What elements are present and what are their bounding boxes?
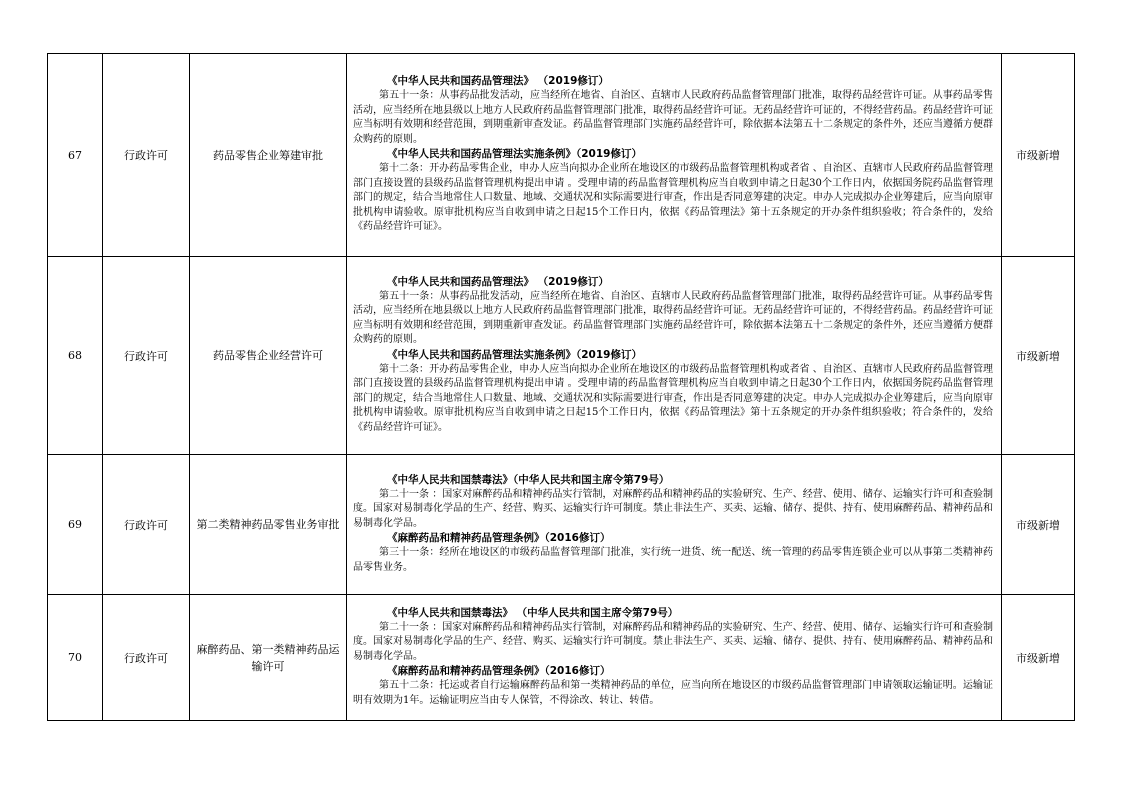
permit-item: 药品零售企业经营许可 [190, 257, 347, 455]
law-title: 《中华人民共和国药品管理法》 （2019修订） [387, 75, 609, 88]
permit-item: 药品零售企业筹建审批 [190, 54, 347, 257]
article-text: 第二十一条 ：国家对麻醉药品和精神药品实行管制，对麻醉药品和精神药品的实验研究、生产、经营、使用、储存、运输实行许可和查验制度。国家对易制毒化学品的生产、经营、购买、运输实行许可制度。禁止非法生产、买卖、运输、储存、提供、持有、使用麻醉药品、精神药品和易制毒化学品。 [353, 488, 993, 529]
law-title: 《中华人民共和国药品管理法实施条例》（2019修订） [387, 348, 642, 361]
remark: 市级新增 [1002, 257, 1075, 455]
row-number: 67 [48, 54, 103, 257]
legal-basis [347, 257, 1002, 455]
row-number: 69 [48, 455, 103, 595]
legal-basis [347, 595, 1002, 721]
table-row [48, 595, 1075, 721]
permit-category: 行政许可 [103, 455, 190, 595]
permit-category: 行政许可 [103, 595, 190, 721]
row-number: 70 [48, 595, 103, 721]
permit-category: 行政许可 [103, 54, 190, 257]
remark: 市级新增 [1002, 595, 1075, 721]
law-title: 《中华人民共和国药品管理法》 （2019修订） [387, 275, 609, 288]
law-title: 《中华人民共和国禁毒法》 （中华人民共和国主席令第79号） [387, 606, 679, 619]
article-text: 第十二条：开办药品零售企业，申办人应当向拟办企业所在地设区的市级药品监督管理机构或者省 、自治区、直辖市人民政府药品监督管理部门直接设置的县级药品监督管理机构提出申请 。受理申请的药品监督管理机构应当自收到申请之日起30个工作日内，依据国务院药品监督管理部门的规定，结合当地常住人口数量、地域、交通状况和实际需要进行审查，作出是否同意筹建的决定。申办人完成拟办企业筹建后，应当向原审批机构申请验收。原审批机构应当自收到申请之日起15个工作日内，依据《药品管理法》第十五条规定的开办条件组织验收；符合条件的，发给《药品经营许可证》。 [353, 163, 993, 233]
table-row [48, 54, 1075, 257]
article-text: 第二十一条 ：国家对麻醉药品和精神药品实行管制，对麻醉药品和精神药品的实验研究、生产、经营、使用、储存、运输实行许可和查验制度。国家对易制毒化学品的生产、经营、购买、运输实行许可制度。禁止非法生产、买卖、运输、储存、提供、持有、使用麻醉药品、精神药品和易制毒化学品。 [353, 621, 993, 662]
article-text: 第五十一条：从事药品批发活动，应当经所在地省、自治区、直辖市人民政府药品监督管理部门批准，取得药品经营许可证。从事药品零售活动，应当经所在地县级以上地方人民政府药品监督管理部门批准，取得药品经营许可证。无药品经营许可证的，不得经营药品。药品经营许可证应当标明有效期和经营范围，到期重新审查发证。药品监督管理部门实施药品经营许可，除依据本法第五十二条规定的条件外，还应当遵循方便群众购药的原则。 [353, 290, 993, 346]
table-row [48, 257, 1075, 455]
article-text: 第十二条：开办药品零售企业，申办人应当向拟办企业所在地设区的市级药品监督管理机构或者省 、自治区、直辖市人民政府药品监督管理部门直接设置的县级药品监督管理机构提出申请 。受理申请的药品监督管理机构应当自收到申请之日起30个工作日内，依据国务院药品监督管理部门的规定，结合当地常住人口数量、地域、交通状况和实际需要进行审查，作出是否同意筹建的决定。申办人完成拟办企业筹建后，应当向原审批机构申请验收。原审批机构应当自收到申请之日起15个工作日内，依据《药品管理法》第十五条规定的开办条件组织验收；符合条件的，发给《药品经营许可证》。 [353, 363, 993, 433]
article-text: 第五十二条：托运或者自行运输麻醉药品和第一类精神药品的单位，应当向所在地设区的市级药品监督管理部门申请领取运输证明。运输证明有效期为1年。运输证明应当由专人保管，不得涂改、转让、转借。 [353, 680, 993, 706]
article-text: 第五十一条：从事药品批发活动，应当经所在地省、自治区、直辖市人民政府药品监督管理部门批准，取得药品经营许可证。从事药品零售活动，应当经所在地县级以上地方人民政府药品监督管理部门批准，取得药品经营许可证。无药品经营许可证的，不得经营药品。药品经营许可证应当标明有效期和经营范围，到期重新审查发证。药品监督管理部门实施药品经营许可，除依据本法第五十二条规定的条件外，还应当遵循方便群众购药的原则。 [353, 90, 993, 145]
law-title: 《麻醉药品和精神药品管理条例》（2016修订） [387, 532, 611, 545]
permit-category: 行政许可 [103, 257, 190, 455]
legal-basis [347, 54, 1002, 257]
remark: 市级新增 [1002, 54, 1075, 257]
permit-item: 第二类精神药品零售业务审批 [190, 455, 347, 595]
table-row [48, 455, 1075, 595]
permit-item: 麻醉药品、第一类精神药品运输许可 [190, 595, 347, 721]
row-number: 68 [48, 257, 103, 455]
law-title: 《中华人民共和国禁毒法》（中华人民共和国主席令第79号） [387, 473, 670, 486]
law-title: 《麻醉药品和精神药品管理条例》（2016修订） [387, 665, 611, 678]
law-title: 《中华人民共和国药品管理法实施条例》（2019修订） [387, 148, 642, 161]
remark: 市级新增 [1002, 455, 1075, 595]
permit-table [47, 53, 1075, 721]
legal-basis [347, 455, 1002, 595]
article-text: 第三十一条：经所在地设区的市级药品监督管理部门批准，实行统一进货、统一配送、统一管理的药品零售连锁企业可以从事第二类精神药品零售业务。 [353, 547, 993, 573]
